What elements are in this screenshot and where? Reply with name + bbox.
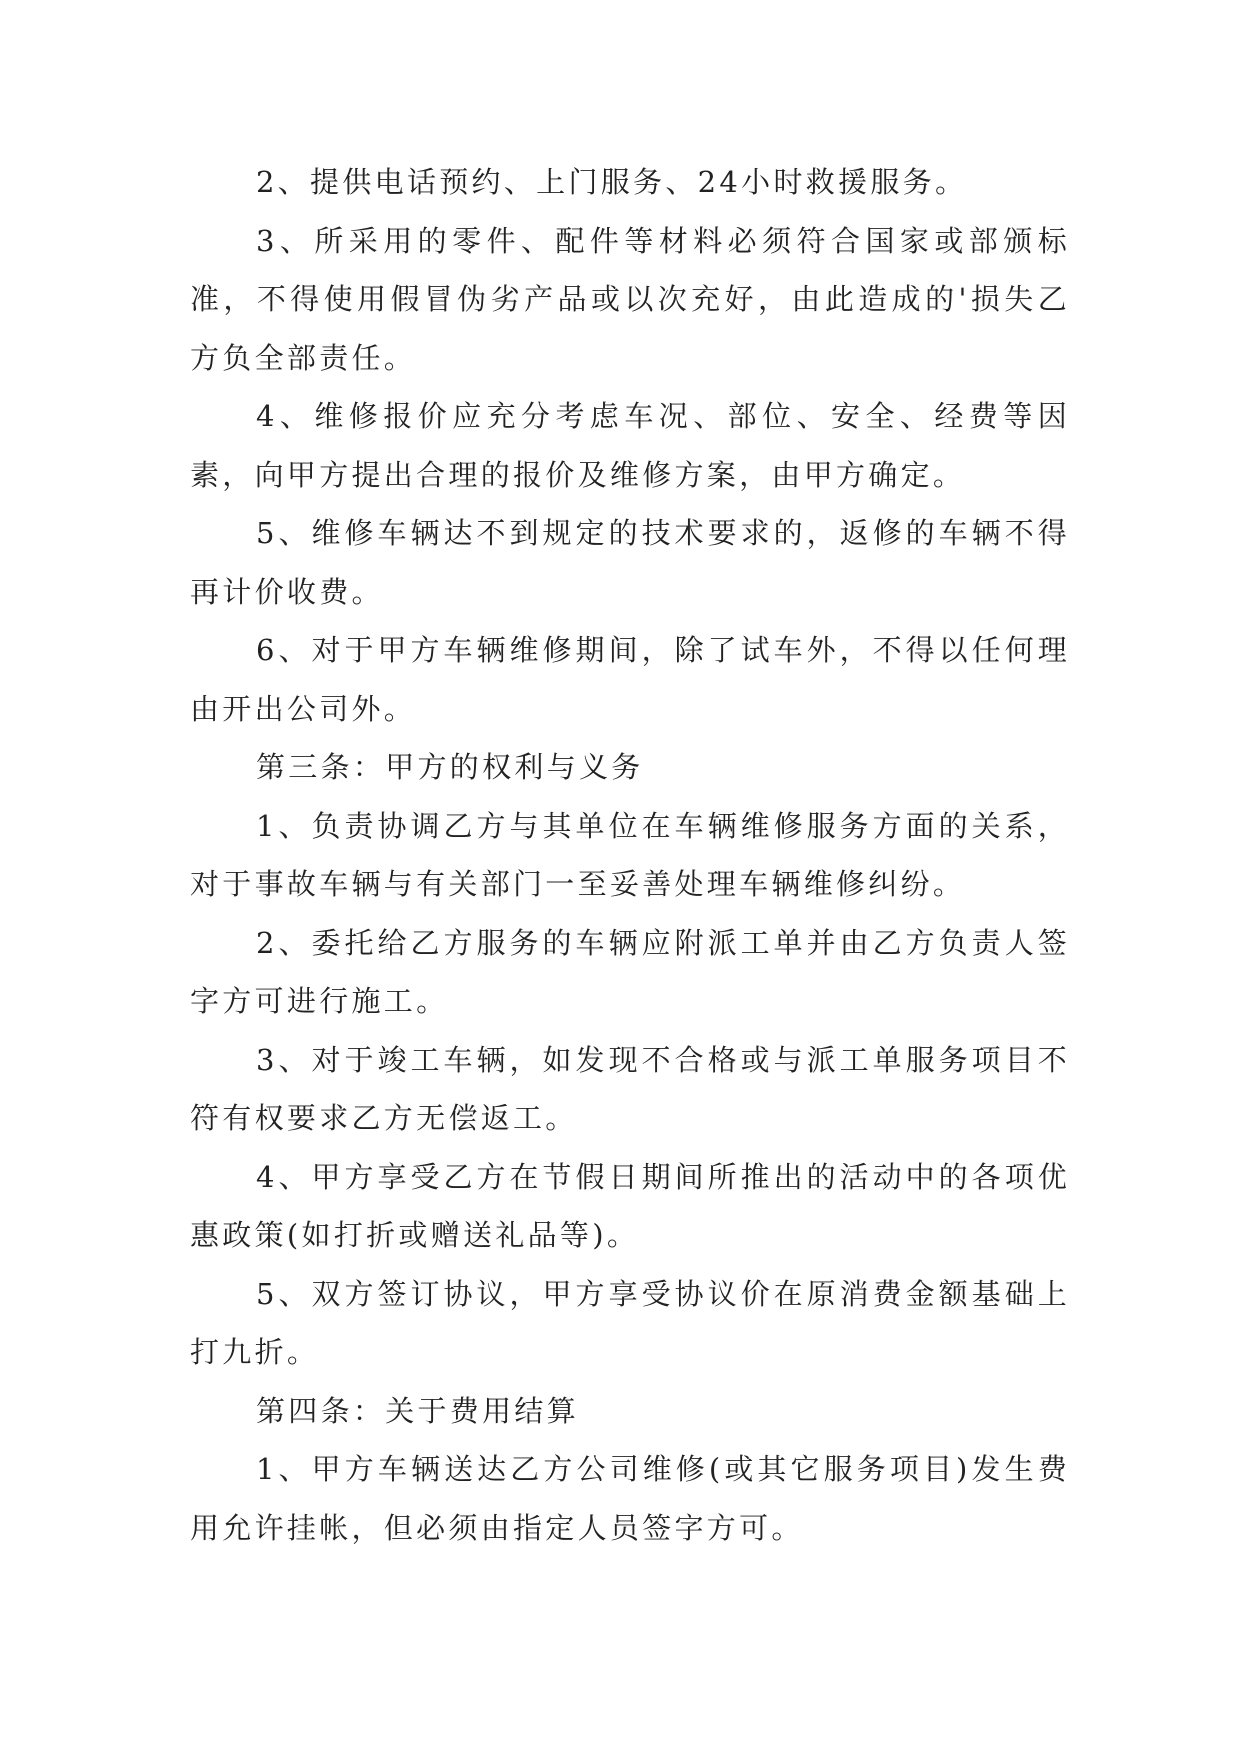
- paragraph-work-order: 2、委托给乙方服务的车辆应附派工单并由乙方负责人签字方可进行施工。: [190, 925, 1070, 1018]
- paragraph-discount: 5、双方签订协议，甲方享受协议价在原消费金额基础上打九折。: [190, 1276, 1070, 1369]
- paragraph-free-rework: 3、对于竣工车辆，如发现不合格或与派工单服务项目不符有权要求乙方无偿返工。: [190, 1042, 1070, 1135]
- section-heading-article-3: 第三条：甲方的权利与义务: [256, 750, 644, 784]
- paragraph-no-driving-out: 6、对于甲方车辆维修期间，除了试车外，不得以任何理由开出公司外。: [190, 633, 1070, 726]
- paragraph-service-phone-booking: 2、提供电话预约、上门服务、24小时救援服务。: [256, 165, 968, 199]
- paragraph-parts-standards: 3、所采用的零件、配件等材料必须符合国家或部颁标准，不得使用假冒伪劣产品或以次充好，由此造成的'损失乙方负全部责任。: [190, 223, 1070, 375]
- paragraph-repair-quote: 4、维修报价应充分考虑车况、部位、安全、经费等因素，向甲方提出合理的报价及维修方案，由甲方确定。: [190, 399, 1070, 492]
- paragraph-rework-no-charge: 5、维修车辆达不到规定的技术要求的，返修的车辆不得再计价收费。: [190, 516, 1070, 609]
- paragraph-coordination: 1、负责协调乙方与其单位在车辆维修服务方面的关系，对于事故车辆与有关部门一至妥善处理车辆维修纠纷。: [190, 808, 1070, 901]
- section-heading-article-4: 第四条：关于费用结算: [256, 1393, 580, 1428]
- paragraph-holiday-offers: 4、甲方享受乙方在节假日期间所推出的活动中的各项优惠政策(如打折或赠送礼品等)。: [190, 1159, 1070, 1252]
- paragraph-billing-on-account: 1、甲方车辆送达乙方公司维修(或其它服务项目)发生费用允许挂帐，但必须由指定人员签字方可。: [190, 1452, 1070, 1545]
- document-body: [190, 153, 1070, 1557]
